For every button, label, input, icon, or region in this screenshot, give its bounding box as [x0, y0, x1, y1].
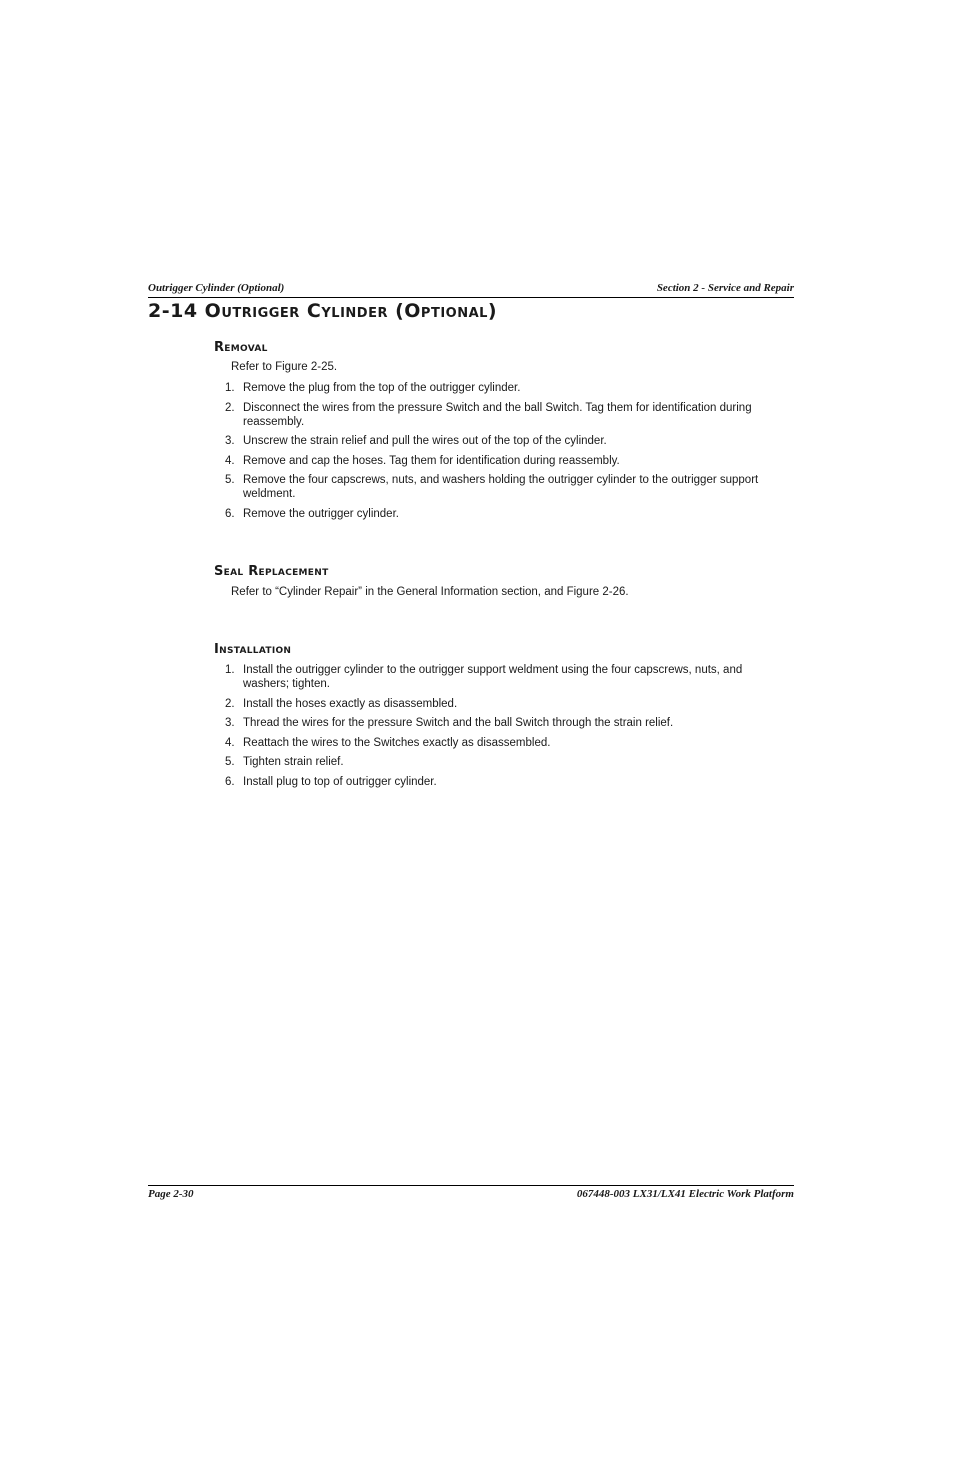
list-item: 2. Disconnect the wires from the pressure Switch and the ball Switch. Tag them for identification during reassembly. — [225, 401, 752, 428]
list-item: 5. Remove the four capscrews, nuts, and washers holding the outrigger cylinder to the outrigger support weldment. — [225, 474, 759, 500]
removal-heading: Removal — [214, 340, 268, 355]
running-header — [148, 282, 794, 298]
page-number: Page 2-30 — [148, 1188, 194, 1200]
removal-steps — [214, 381, 790, 526]
list-item: 4. Remove and cap the hoses. Tag them for identification during reassembly. — [225, 454, 620, 467]
list-item: 1. Install the outrigger cylinder to the outrigger support weldment using the four capscrews, nuts, and washers; tighten. — [225, 664, 743, 690]
installation-heading: Installation — [214, 642, 292, 657]
list-item: 2. Install the hoses exactly as disassembled. — [225, 697, 458, 710]
seal-replacement-heading: Seal Replacement — [214, 564, 329, 579]
list-item: 4. Reattach the wires to the Switches exactly as disassembled. — [225, 736, 551, 749]
running-footer — [148, 1185, 794, 1201]
seal-replacement-text: Refer to “Cylinder Repair” in the General Information section, and Figure 2-26. — [231, 586, 629, 598]
header-section-title: Section 2 - Service and Repair — [656, 282, 794, 294]
list-item: 3. Thread the wires for the pressure Switch and the ball Switch through the strain relief. — [225, 717, 674, 729]
removal-intro: Refer to Figure 2-25. — [231, 361, 338, 373]
document-id: 067448-003 LX31/LX41 Electric Work Platform — [576, 1188, 794, 1200]
list-item: 1. Remove the plug from the top of the outrigger cylinder. — [225, 382, 521, 394]
header-chapter-title: Outrigger Cylinder (Optional) — [148, 282, 285, 294]
installation-steps — [214, 663, 790, 794]
list-item: 5. Tighten strain relief. — [225, 756, 344, 768]
list-item: 6. Install plug to top of outrigger cylinder. — [225, 775, 437, 788]
list-item: 3. Unscrew the strain relief and pull the wires out of the top of the cylinder. — [225, 435, 607, 447]
section-title: 2-14 Outrigger Cylinder (Optional) — [148, 300, 498, 322]
list-item: 6. Remove the outrigger cylinder. — [225, 507, 399, 520]
